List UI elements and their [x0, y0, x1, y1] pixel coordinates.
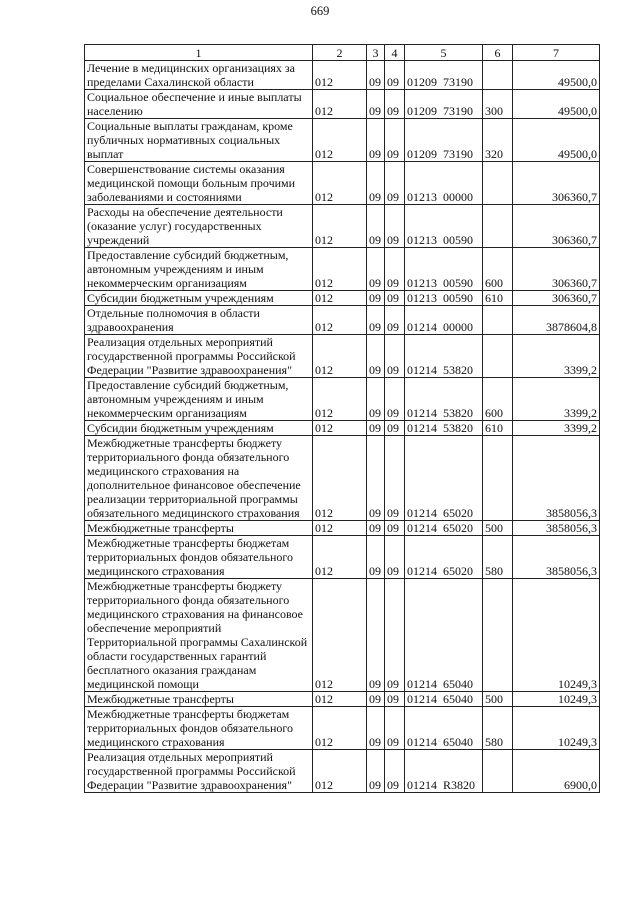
ministry-code: 012 — [313, 750, 367, 793]
section-code: 09 — [367, 119, 385, 162]
amount-value: 3399,2 — [513, 378, 600, 421]
item-name: Субсидии бюджетным учреждениям — [85, 291, 313, 306]
subsection-code: 09 — [385, 579, 405, 692]
ministry-code: 012 — [313, 692, 367, 707]
table-row — [85, 378, 600, 421]
ministry-code: 012 — [313, 162, 367, 205]
item-name: Межбюджетные трансферты бюджету территориального фонда обязательного медицинского страхования на финансовое обеспечение мероприятий Территориальной программы Сахалинской области государственных гарантий бесплатного оказания гражданам медицинской помощи — [85, 579, 313, 692]
ministry-code: 012 — [313, 119, 367, 162]
expense-type-code: 500 — [483, 521, 513, 536]
item-name: Межбюджетные трансферты бюджету территориального фонда обязательного медицинского страхования на дополнительное финансовое обеспечение реализации территориальной программы обязательного медицинского страхования — [85, 436, 313, 521]
target-article-code: 01209 73190 — [405, 61, 483, 90]
budget-table — [84, 44, 600, 793]
column-header-2: 2 — [313, 45, 367, 61]
target-article-code: 01214 65020 — [405, 521, 483, 536]
column-header-7: 7 — [513, 45, 600, 61]
ministry-code: 012 — [313, 521, 367, 536]
expense-type-code — [483, 579, 513, 692]
ministry-code: 012 — [313, 579, 367, 692]
ministry-code: 012 — [313, 61, 367, 90]
expense-type-code: 610 — [483, 291, 513, 306]
table-row — [85, 436, 600, 521]
amount-value: 3858056,3 — [513, 521, 600, 536]
subsection-code: 09 — [385, 90, 405, 119]
section-code: 09 — [367, 378, 385, 421]
subsection-code: 09 — [385, 61, 405, 90]
target-article-code: 01209 73190 — [405, 90, 483, 119]
target-article-code: 01214 53820 — [405, 335, 483, 378]
subsection-code: 09 — [385, 119, 405, 162]
subsection-code: 09 — [385, 378, 405, 421]
section-code: 09 — [367, 248, 385, 291]
column-header-4: 4 — [385, 45, 405, 61]
target-article-code: 01214 R3820 — [405, 750, 483, 793]
page-number: 669 — [310, 4, 330, 18]
target-article-code: 01213 00590 — [405, 248, 483, 291]
amount-value: 10249,3 — [513, 692, 600, 707]
table-row — [85, 750, 600, 793]
amount-value: 3878604,8 — [513, 306, 600, 335]
section-code: 09 — [367, 536, 385, 579]
table-row — [85, 291, 600, 306]
table-row — [85, 306, 600, 335]
ministry-code: 012 — [313, 291, 367, 306]
subsection-code: 09 — [385, 421, 405, 436]
expense-type-code: 580 — [483, 536, 513, 579]
item-name: Отдельные полномочия в области здравоохранения — [85, 306, 313, 335]
target-article-code: 01214 65040 — [405, 579, 483, 692]
target-article-code: 01214 53820 — [405, 421, 483, 436]
amount-value: 3858056,3 — [513, 436, 600, 521]
section-code: 09 — [367, 579, 385, 692]
amount-value: 49500,0 — [513, 90, 600, 119]
item-name: Предоставление субсидий бюджетным, автономным учреждениям и иным некоммерческим организациям — [85, 378, 313, 421]
amount-value: 3399,2 — [513, 335, 600, 378]
subsection-code: 09 — [385, 162, 405, 205]
subsection-code: 09 — [385, 335, 405, 378]
table-row — [85, 707, 600, 750]
section-code: 09 — [367, 750, 385, 793]
subsection-code: 09 — [385, 248, 405, 291]
item-name: Совершенствование системы оказания медицинской помощи больным прочими заболеваниями и состояниями — [85, 162, 313, 205]
subsection-code: 09 — [385, 436, 405, 521]
target-article-code: 01214 53820 — [405, 378, 483, 421]
expense-type-code — [483, 61, 513, 90]
section-code: 09 — [367, 436, 385, 521]
table-row — [85, 119, 600, 162]
item-name: Социальные выплаты гражданам, кроме публичных нормативных социальных выплат — [85, 119, 313, 162]
table-row — [85, 579, 600, 692]
subsection-code: 09 — [385, 205, 405, 248]
ministry-code: 012 — [313, 248, 367, 291]
expense-type-code — [483, 306, 513, 335]
amount-value: 306360,7 — [513, 205, 600, 248]
table-row — [85, 205, 600, 248]
section-code: 09 — [367, 205, 385, 248]
target-article-code: 01214 65020 — [405, 536, 483, 579]
ministry-code: 012 — [313, 90, 367, 119]
item-name: Межбюджетные трансферты бюджетам территориальных фондов обязательного медицинского страхования — [85, 707, 313, 750]
ministry-code: 012 — [313, 536, 367, 579]
section-code: 09 — [367, 335, 385, 378]
ministry-code: 012 — [313, 335, 367, 378]
subsection-code: 09 — [385, 536, 405, 579]
item-name: Лечение в медицинских организациях за пределами Сахалинской области — [85, 61, 313, 90]
target-article-code: 01214 65020 — [405, 436, 483, 521]
amount-value: 49500,0 — [513, 119, 600, 162]
table-body — [85, 61, 600, 793]
expense-type-code: 610 — [483, 421, 513, 436]
table-row — [85, 248, 600, 291]
amount-value: 3858056,3 — [513, 536, 600, 579]
item-name: Межбюджетные трансферты бюджетам территориальных фондов обязательного медицинского страхования — [85, 536, 313, 579]
table-row — [85, 61, 600, 90]
amount-value: 49500,0 — [513, 61, 600, 90]
item-name: Расходы на обеспечение деятельности (оказание услуг) государственных учреждений — [85, 205, 313, 248]
target-article-code: 01213 00590 — [405, 205, 483, 248]
table-row — [85, 536, 600, 579]
subsection-code: 09 — [385, 692, 405, 707]
column-header-5: 5 — [405, 45, 483, 61]
column-header-3: 3 — [367, 45, 385, 61]
column-header-1: 1 — [85, 45, 313, 61]
target-article-code: 01213 00590 — [405, 291, 483, 306]
subsection-code: 09 — [385, 291, 405, 306]
expense-type-code — [483, 335, 513, 378]
expense-type-code — [483, 436, 513, 521]
ministry-code: 012 — [313, 436, 367, 521]
column-header-6: 6 — [483, 45, 513, 61]
amount-value: 3399,2 — [513, 421, 600, 436]
target-article-code: 01214 65040 — [405, 707, 483, 750]
ministry-code: 012 — [313, 306, 367, 335]
amount-value: 10249,3 — [513, 707, 600, 750]
section-code: 09 — [367, 692, 385, 707]
expense-type-code: 500 — [483, 692, 513, 707]
table-row — [85, 335, 600, 378]
item-name: Социальное обеспечение и иные выплаты населению — [85, 90, 313, 119]
amount-value: 306360,7 — [513, 248, 600, 291]
item-name: Межбюджетные трансферты — [85, 521, 313, 536]
expense-type-code: 580 — [483, 707, 513, 750]
section-code: 09 — [367, 90, 385, 119]
ministry-code: 012 — [313, 205, 367, 248]
expense-type-code: 320 — [483, 119, 513, 162]
amount-value: 10249,3 — [513, 579, 600, 692]
amount-value: 306360,7 — [513, 291, 600, 306]
subsection-code: 09 — [385, 707, 405, 750]
table-row — [85, 521, 600, 536]
expense-type-code — [483, 162, 513, 205]
table-row — [85, 90, 600, 119]
item-name: Реализация отдельных мероприятий государственной программы Российской Федерации "Развитие здравоохранения" — [85, 335, 313, 378]
target-article-code: 01209 73190 — [405, 119, 483, 162]
expense-type-code — [483, 750, 513, 793]
section-code: 09 — [367, 162, 385, 205]
subsection-code: 09 — [385, 306, 405, 335]
target-article-code: 01214 00000 — [405, 306, 483, 335]
section-code: 09 — [367, 306, 385, 335]
item-name: Межбюджетные трансферты — [85, 692, 313, 707]
subsection-code: 09 — [385, 521, 405, 536]
table-row — [85, 692, 600, 707]
section-code: 09 — [367, 291, 385, 306]
target-article-code: 01214 65040 — [405, 692, 483, 707]
expense-type-code: 600 — [483, 378, 513, 421]
item-name: Субсидии бюджетным учреждениям — [85, 421, 313, 436]
subsection-code: 09 — [385, 750, 405, 793]
table-row — [85, 162, 600, 205]
section-code: 09 — [367, 521, 385, 536]
ministry-code: 012 — [313, 707, 367, 750]
target-article-code: 01213 00000 — [405, 162, 483, 205]
table-row — [85, 421, 600, 436]
expense-type-code — [483, 205, 513, 248]
item-name: Реализация отдельных мероприятий государственной программы Российской Федерации "Развитие здравоохранения" — [85, 750, 313, 793]
header-row — [85, 45, 600, 61]
expense-type-code: 300 — [483, 90, 513, 119]
ministry-code: 012 — [313, 378, 367, 421]
item-name: Предоставление субсидий бюджетным, автономным учреждениям и иным некоммерческим организациям — [85, 248, 313, 291]
section-code: 09 — [367, 61, 385, 90]
amount-value: 6900,0 — [513, 750, 600, 793]
ministry-code: 012 — [313, 421, 367, 436]
section-code: 09 — [367, 421, 385, 436]
amount-value: 306360,7 — [513, 162, 600, 205]
section-code: 09 — [367, 707, 385, 750]
expense-type-code: 600 — [483, 248, 513, 291]
